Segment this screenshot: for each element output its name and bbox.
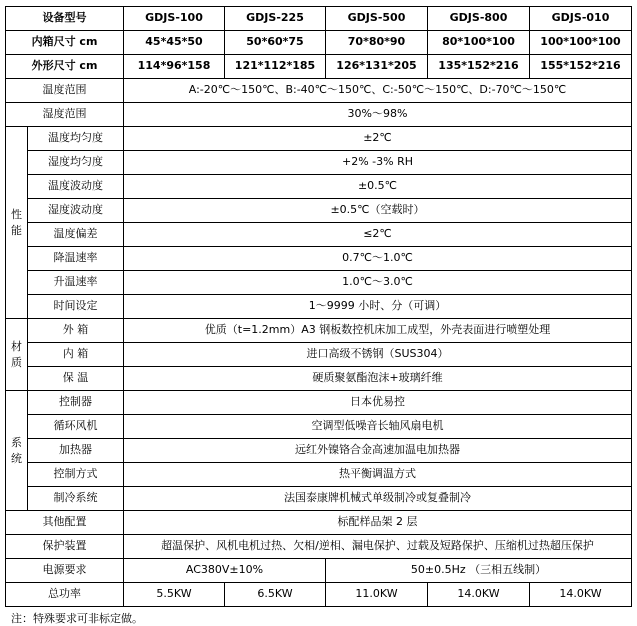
table-row bbox=[6, 175, 632, 199]
cell-value: 硬质聚氨酯泡沫+玻璃纤维 bbox=[124, 367, 632, 391]
category-label-char: 能 bbox=[11, 223, 22, 237]
header-label: 设备型号 bbox=[6, 7, 124, 31]
model-name: GDJS-800 bbox=[428, 7, 530, 31]
row-label: 升温速率 bbox=[28, 271, 124, 295]
category-label-char: 统 bbox=[11, 451, 22, 465]
table-row bbox=[6, 511, 632, 535]
cell-value: A:-20℃～150℃、B:-40℃～150℃、C:-50℃～150℃、D:-70℃～150℃ bbox=[124, 79, 632, 103]
cell-value: ±2℃ bbox=[124, 127, 632, 151]
row-label: 内 箱 bbox=[28, 343, 124, 367]
row-label: 制冷系统 bbox=[28, 487, 124, 511]
row-label: 其他配置 bbox=[6, 511, 124, 535]
row-label: 控制器 bbox=[28, 391, 124, 415]
row-label: 总功率 bbox=[6, 583, 124, 607]
table-row bbox=[6, 415, 632, 439]
row-label: 加热器 bbox=[28, 439, 124, 463]
cell-value: 进口高级不锈钢（SUS304） bbox=[124, 343, 632, 367]
table-row bbox=[6, 79, 632, 103]
cell-value: 80*100*100 bbox=[428, 31, 530, 55]
cell-value: 45*45*50 bbox=[124, 31, 225, 55]
cell-value: 5.5KW bbox=[124, 583, 225, 607]
table-row bbox=[6, 439, 632, 463]
cell-value: 70*80*90 bbox=[326, 31, 428, 55]
row-label: 保 温 bbox=[28, 367, 124, 391]
row-label: 循环风机 bbox=[28, 415, 124, 439]
row-label: 保护装置 bbox=[6, 535, 124, 559]
row-label: 湿度均匀度 bbox=[28, 151, 124, 175]
cell-value: 空调型低噪音长轴风扇电机 bbox=[124, 415, 632, 439]
table-row bbox=[6, 559, 632, 583]
table-row bbox=[6, 271, 632, 295]
row-label: 湿度范围 bbox=[6, 103, 124, 127]
cell-value: 日本优易控 bbox=[124, 391, 632, 415]
table-row-header bbox=[6, 7, 632, 31]
row-label: 外形尺寸 cm bbox=[6, 55, 124, 79]
category-system bbox=[6, 391, 28, 511]
cell-value: 30%～98% bbox=[124, 103, 632, 127]
cell-value: 155*152*216 bbox=[530, 55, 632, 79]
cell-value: 0.7℃～1.0℃ bbox=[124, 247, 632, 271]
cell-value: 远红外镍铬合金高速加温电加热器 bbox=[124, 439, 632, 463]
row-label: 温度均匀度 bbox=[28, 127, 124, 151]
cell-value: ±0.5℃ bbox=[124, 175, 632, 199]
cell-value: 121*112*185 bbox=[225, 55, 326, 79]
model-name: GDJS-010 bbox=[530, 7, 632, 31]
cell-value: 标配样品架 2 层 bbox=[124, 511, 632, 535]
table-row bbox=[6, 151, 632, 175]
table-row bbox=[6, 391, 632, 415]
row-label: 内箱尺寸 cm bbox=[6, 31, 124, 55]
row-label: 控制方式 bbox=[28, 463, 124, 487]
category-label-char: 系 bbox=[11, 435, 22, 449]
cell-value: 50*60*75 bbox=[225, 31, 326, 55]
table-row bbox=[6, 55, 632, 79]
cell-value: 优质（t=1.2mm）A3 钢板数控机床加工成型，外壳表面进行喷塑处理 bbox=[124, 319, 632, 343]
cell-value: 100*100*100 bbox=[530, 31, 632, 55]
category-material bbox=[6, 319, 28, 391]
cell-value: 126*131*205 bbox=[326, 55, 428, 79]
table-row bbox=[6, 223, 632, 247]
cell-value: 超温保护、风机电机过热、欠相/逆相、漏电保护、过载及短路保护、压缩机过热超压保护 bbox=[124, 535, 632, 559]
table-row bbox=[6, 247, 632, 271]
row-label: 降温速率 bbox=[28, 247, 124, 271]
cell-value: 14.0KW bbox=[428, 583, 530, 607]
table-row bbox=[6, 199, 632, 223]
cell-value: 6.5KW bbox=[225, 583, 326, 607]
model-name: GDJS-225 bbox=[225, 7, 326, 31]
row-label: 湿度波动度 bbox=[28, 199, 124, 223]
table-row bbox=[6, 127, 632, 151]
model-name: GDJS-500 bbox=[326, 7, 428, 31]
cell-value: 135*152*216 bbox=[428, 55, 530, 79]
footnote: 注：特殊要求可非标定做。 bbox=[11, 612, 143, 625]
row-label: 时间设定 bbox=[28, 295, 124, 319]
row-label: 温度范围 bbox=[6, 79, 124, 103]
cell-value: 1～9999 小时、分（可调） bbox=[124, 295, 632, 319]
table-row bbox=[6, 343, 632, 367]
cell-value: +2% -3% RH bbox=[124, 151, 632, 175]
model-name: GDJS-100 bbox=[124, 7, 225, 31]
category-label-char: 质 bbox=[11, 355, 22, 369]
row-label: 温度波动度 bbox=[28, 175, 124, 199]
cell-value: ±0.5℃（空载时） bbox=[124, 199, 632, 223]
table-row bbox=[6, 295, 632, 319]
cell-value: 法国泰康牌机械式单级制冷或复叠制冷 bbox=[124, 487, 632, 511]
row-label: 外 箱 bbox=[28, 319, 124, 343]
category-label-char: 材 bbox=[11, 339, 22, 353]
table-row bbox=[6, 367, 632, 391]
table-row bbox=[6, 463, 632, 487]
cell-value: 1.0℃～3.0℃ bbox=[124, 271, 632, 295]
category-performance bbox=[6, 127, 28, 319]
cell-value: 11.0KW bbox=[326, 583, 428, 607]
cell-value: 14.0KW bbox=[530, 583, 632, 607]
cell-value-frequency: 50±0.5Hz （三相五线制） bbox=[326, 559, 632, 583]
table-row bbox=[6, 583, 632, 607]
category-label-char: 性 bbox=[11, 207, 22, 221]
cell-value: ≤2℃ bbox=[124, 223, 632, 247]
table-row bbox=[6, 535, 632, 559]
table-row bbox=[6, 487, 632, 511]
row-label: 电源要求 bbox=[6, 559, 124, 583]
table-row bbox=[6, 31, 632, 55]
cell-value-voltage: AC380V±10% bbox=[124, 559, 326, 583]
row-label: 温度偏差 bbox=[28, 223, 124, 247]
cell-value: 热平衡调温方式 bbox=[124, 463, 632, 487]
specification-table bbox=[5, 6, 632, 607]
table-row bbox=[6, 103, 632, 127]
cell-value: 114*96*158 bbox=[124, 55, 225, 79]
table-row bbox=[6, 319, 632, 343]
